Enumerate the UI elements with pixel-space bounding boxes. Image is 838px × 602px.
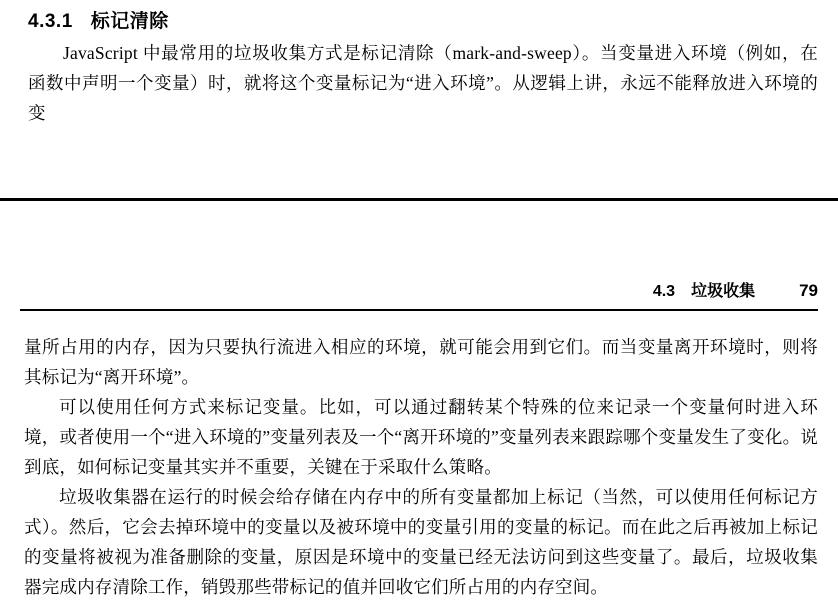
- running-head-title: 垃圾收集: [691, 283, 756, 300]
- running-head-section: 4.3: [652, 283, 676, 300]
- paragraph-2: 可以使用任何方式来标记变量。比如，可以通过翻转某个特殊的位来记录一个变量何时进入环境，或者使用一个“进入环境的”变量列表及一个“离开环境的”变量列表来跟踪哪个变量发生了变化。说到底，如何标记变量其实并不重要，关键在于采取什么策略。: [24, 397, 818, 477]
- paragraph-3: 垃圾收集器在运行的时候会给存储在内存中的所有变量都加上标记（当然，可以使用任何标记方式）。然后，它会去掉环境中的变量以及被环境中的变量引用的变量的标记。而在此之后再被加上标记的变量将被视为准备删除的变量，原因是环境中的变量已经无法访问到这些变量了。最后，垃圾收集器完成内存清除工作，销毁那些带标记的值并回收它们所占用的内存空间。: [24, 487, 818, 597]
- page-break-rule: [0, 198, 838, 201]
- section-heading-title: 标记清除: [90, 11, 169, 32]
- paragraph-1: 量所占用的内存，因为只要执行流进入相应的环境，就可能会用到它们。而当变量离开环境时，则将其标记为“离开环境”。: [24, 337, 818, 387]
- page-number: 79: [799, 281, 818, 300]
- section-heading: [28, 6, 169, 33]
- section-heading-number: 4.3.1: [28, 11, 73, 32]
- body-paragraphs: [24, 332, 818, 602]
- top-paragraph: JavaScript 中最常用的垃圾收集方式是标记清除（mark-and-sweep）。当变量进入环境（例如，在函数中声明一个变量）时，就将这个变量标记为“进入环境”。从逻辑上讲，永远不能释放进入环境的变: [28, 43, 818, 123]
- running-head: [0, 278, 838, 308]
- running-head-rule: [20, 309, 818, 311]
